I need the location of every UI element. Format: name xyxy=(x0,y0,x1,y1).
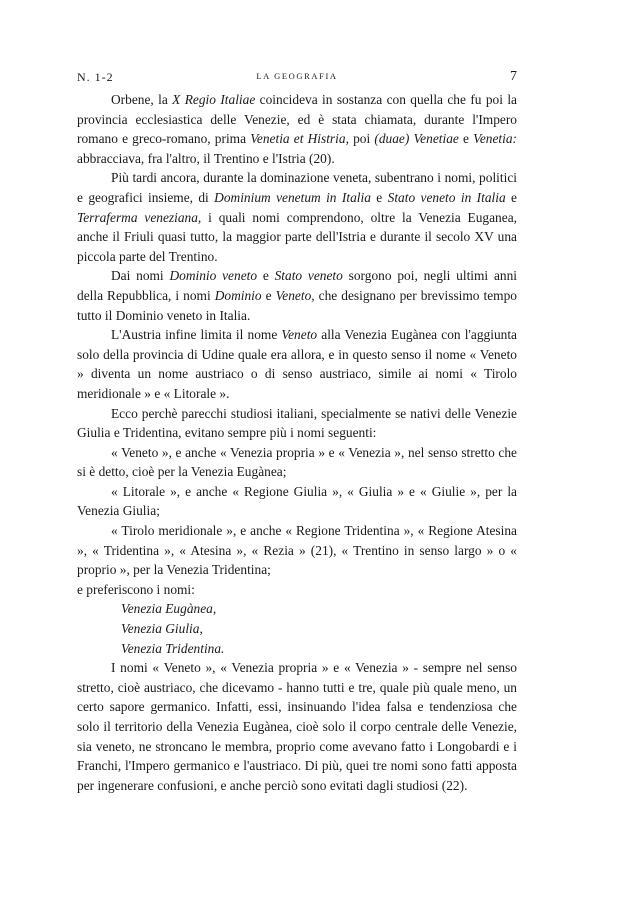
text-run: e xyxy=(370,189,388,205)
italic-text: Stato veneto xyxy=(274,268,343,284)
text-run: coincideva in sostanza con quella che fu poi la provincia ecclesiastica delle Venezie, ed è stata chiamata, durante l'Impero romano e greco-romano, prima xyxy=(77,92,517,147)
paragraph xyxy=(77,443,517,482)
italic-text: X Regio Italiae xyxy=(172,92,256,107)
text-run: Venezia Giulia, xyxy=(121,621,203,637)
text-run: Venezia Tridentina. xyxy=(121,640,225,656)
list-item xyxy=(77,619,517,639)
text-run: e xyxy=(261,287,276,303)
text-run: e preferiscono i nomi: xyxy=(77,581,195,597)
paragraph xyxy=(77,404,517,443)
paragraph xyxy=(77,168,517,266)
issue-number: N. 1-2 xyxy=(77,70,114,84)
text-run: abbracciava, fra l'altro, il Trentino e l'Istria (20). xyxy=(77,150,335,166)
italic-text: Veneto xyxy=(281,327,318,343)
text-run: e xyxy=(257,268,275,284)
text-run: Venezia Eugànea, xyxy=(121,601,217,617)
list-item xyxy=(77,639,517,659)
paragraph xyxy=(77,658,517,795)
text-run: « Veneto », e anche « Venezia propria » e « Venezia », nel senso stretto che si è detto, cioè per la Venezia Eugànea; xyxy=(77,444,517,480)
paragraph xyxy=(77,580,517,600)
text-run: « Litorale », e anche « Regione Giulia », « Giulia » e « Giulie », per la Venezia Giulia; xyxy=(77,483,517,519)
text-run: e xyxy=(505,189,517,205)
italic-text: Venetia et Histria, xyxy=(250,131,349,147)
text-run: sorgono poi, negli ultimi anni della Repubblica, i nomi xyxy=(77,268,517,303)
italic-text: (duae) Venetiae xyxy=(374,131,459,147)
text-run: alla Venezia Eugànea con l'aggiunta solo della provincia di Udine quale era allora, e in questo senso il nome « Veneto » diventa un nome austriaco o di senso austriaco, simile ai nomi « Tirolo meridionale » e « Litorale ». xyxy=(77,327,517,401)
text-run: L'Austria infine limita il nome xyxy=(111,327,282,343)
list-item xyxy=(77,599,517,619)
running-title: LA GEOGRAFIA xyxy=(256,71,338,81)
text-run: Più tardi ancora, durante la dominazione veneta, subentrano i nomi, politici e geografici insieme, di xyxy=(77,170,517,205)
page-number: 7 xyxy=(510,69,517,84)
italic-text: Venetia: xyxy=(473,131,518,147)
paragraph xyxy=(77,325,517,403)
text-run: Dai nomi xyxy=(111,268,170,284)
text-run: poi xyxy=(348,131,375,147)
paragraph xyxy=(77,266,517,325)
text-run: « Tirolo meridionale », e anche « Regione Tridentina », « Regione Atesina », « Tridentina », « Atesina », « Rezia » (21), « Trentino in senso largo » o « proprio », per la Venezia Tridentina; xyxy=(77,523,517,578)
italic-text: Dominio veneto xyxy=(169,268,258,284)
italic-text: Terraferma veneziana, xyxy=(77,209,202,225)
italic-text: Stato veneto in Italia xyxy=(387,189,506,205)
paragraph xyxy=(77,482,517,521)
page-header xyxy=(77,70,517,88)
text-run: Orbene, la xyxy=(111,92,173,107)
text-run: che designano per brevissimo tempo tutto il Dominio veneto in Italia. xyxy=(77,287,517,323)
paragraph xyxy=(77,90,517,168)
text-run: e xyxy=(458,131,474,147)
text-run: I nomi « Veneto », « Venezia propria » e « Venezia » - sempre nel senso stretto, cioè austriaco, che dicevamo - hanno tutti e tre, quale più quale meno, un certo sapore germanico. Infatti, essi, insinuando l'idea falsa e tendenziosa che solo il territorio della Venezia Eugànea, cioè solo il corpo centrale delle Venezie, sia veneto, ne stroncano le membra, proprio come avevano fatto i Longobardi e i Franchi, l'Impero germanico e l'austriaco. Di più, quei tre nomi sono fatti apposta per ingenerare confusioni, e anche perciò sono evitati dagli studiosi (22). xyxy=(77,660,517,793)
body-text xyxy=(77,90,517,795)
text-run: i quali nomi comprendono, oltre la Venezia Euganea, anche il Friuli quasi tutto, la maggior parte dell'Istria e durante il secolo XV una piccola parte del Trentino. xyxy=(77,209,517,264)
italic-text: Veneto, xyxy=(275,287,315,303)
italic-text: Dominio xyxy=(214,287,262,303)
italic-text: Dominium venetum in Italia xyxy=(214,189,371,205)
paragraph xyxy=(77,521,517,580)
text-run: Ecco perchè parecchi studiosi italiani, specialmente se nativi delle Venezie Giulia e Tridentina, evitano sempre più i nomi seguenti: xyxy=(77,405,517,441)
